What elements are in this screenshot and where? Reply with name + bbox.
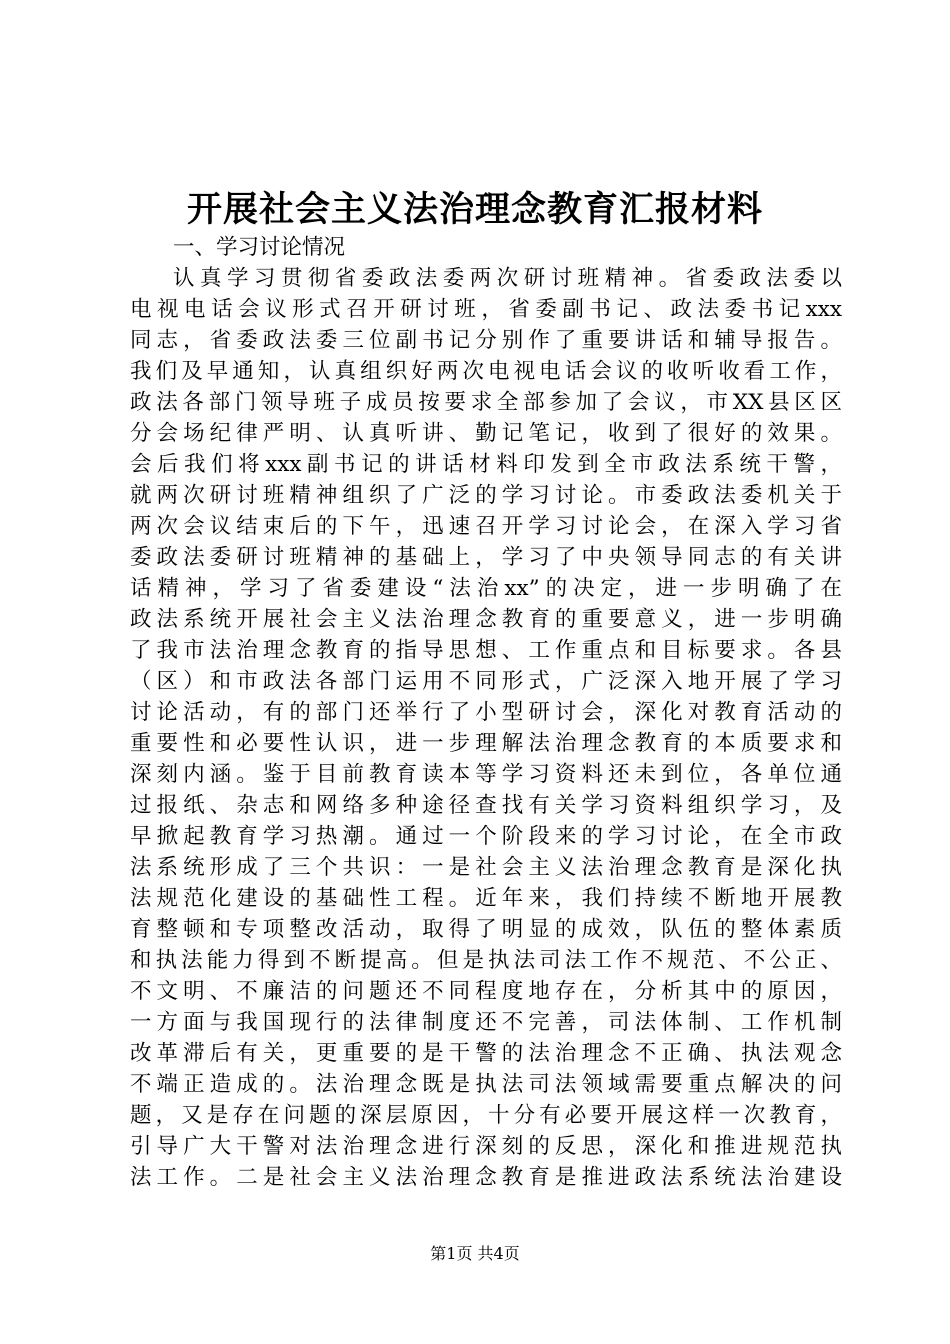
- document-body: [130, 232, 842, 1193]
- paragraph-line: 认真学习贯彻省委政法委两次研讨班精神。省委政法委以: [173, 266, 842, 291]
- paragraph-line: 两次会议结束后的下午，迅速召开学习讨论会，在深入学习省: [130, 514, 842, 539]
- paragraph-line: 就两次研讨班精神组织了广泛的学习讨论。市委政法委机关于: [130, 483, 842, 508]
- paragraph-line: 改革滞后有关，更重要的是干警的法治理念不正确、执法观念: [130, 1041, 842, 1066]
- paragraph-line: 讨论活动，有的部门还举行了小型研讨会，深化对教育活动的: [130, 700, 842, 725]
- paragraph-line: 过报纸、杂志和网络多种途径查找有关学习资料组织学习，及: [130, 793, 842, 818]
- paragraph-line: 题，又是存在问题的深层原因，十分有必要开展这样一次教育，: [130, 1103, 842, 1128]
- paragraph-line: 重要性和必要性认识，进一步理解法治理念教育的本质要求和: [130, 731, 842, 756]
- paragraph-line: 引导广大干警对法治理念进行深刻的反思，深化和推进规范执: [130, 1134, 842, 1159]
- paragraph-line: 和执法能力得到不断提高。但是执法司法工作不规范、不公正、: [130, 948, 842, 973]
- paragraph-line: 一方面与我国现行的法律制度还不完善，司法体制、工作机制: [130, 1010, 842, 1035]
- paragraph-line: 分会场纪律严明、认真听讲、勤记笔记，收到了很好的效果。: [130, 421, 842, 446]
- paragraph-line: 会后我们将xxx副书记的讲话材料印发到全市政法系统干警，: [130, 452, 842, 477]
- paragraph-line: 法系统形成了三个共识：一是社会主义法治理念教育是深化执: [130, 855, 842, 880]
- section-heading: 一、学习讨论情况: [173, 235, 346, 260]
- paragraph-line: 育整顿和专项整改活动，取得了明显的成效，队伍的整体素质: [130, 917, 842, 942]
- paragraph-line: 政法系统开展社会主义法治理念教育的重要意义，进一步明确: [130, 607, 842, 632]
- paragraph-line: 深刻内涵。鉴于目前教育读本等学习资料还未到位，各单位通: [130, 762, 842, 787]
- paragraph-line: 法工作。二是社会主义法治理念教育是推进政法系统法治建设: [130, 1165, 842, 1190]
- paragraph-line: 早掀起教育学习热潮。通过一个阶段来的学习讨论，在全市政: [130, 824, 842, 849]
- paragraph-line: 政法各部门领导班子成员按要求全部参加了会议，市XX县区区: [130, 390, 842, 415]
- paragraph-line: 不文明、不廉洁的问题还不同程度地存在，分析其中的原因，: [130, 979, 842, 1004]
- paragraph-line: 了我市法治理念教育的指导思想、工作重点和目标要求。各县: [130, 638, 842, 663]
- paragraph-line: 话精神，学习了省委建设“法治xx”的决定，进一步明确了在: [130, 576, 842, 601]
- paragraph-line: 法规范化建设的基础性工程。近年来，我们持续不断地开展教: [130, 886, 842, 911]
- paragraph-line: 电视电话会议形式召开研讨班，省委副书记、政法委书记xxx: [130, 297, 842, 322]
- paragraph-line: 委政法委研讨班精神的基础上，学习了中央领导同志的有关讲: [130, 545, 842, 570]
- paragraph-line: 同志，省委政法委三位副书记分别作了重要讲话和辅导报告。: [130, 328, 842, 353]
- page-number-footer: 第1页 共4页: [430, 1244, 520, 1263]
- paragraph-line: 不端正造成的。法治理念既是执法司法领域需要重点解决的问: [130, 1072, 842, 1097]
- paragraph-line: （区）和市政法各部门运用不同形式，广泛深入地开展了学习: [130, 669, 842, 694]
- paragraph-line: 我们及早通知，认真组织好两次电视电话会议的收听收看工作，: [130, 359, 842, 384]
- document-title: 开展社会主义法治理念教育汇报材料: [186, 189, 763, 230]
